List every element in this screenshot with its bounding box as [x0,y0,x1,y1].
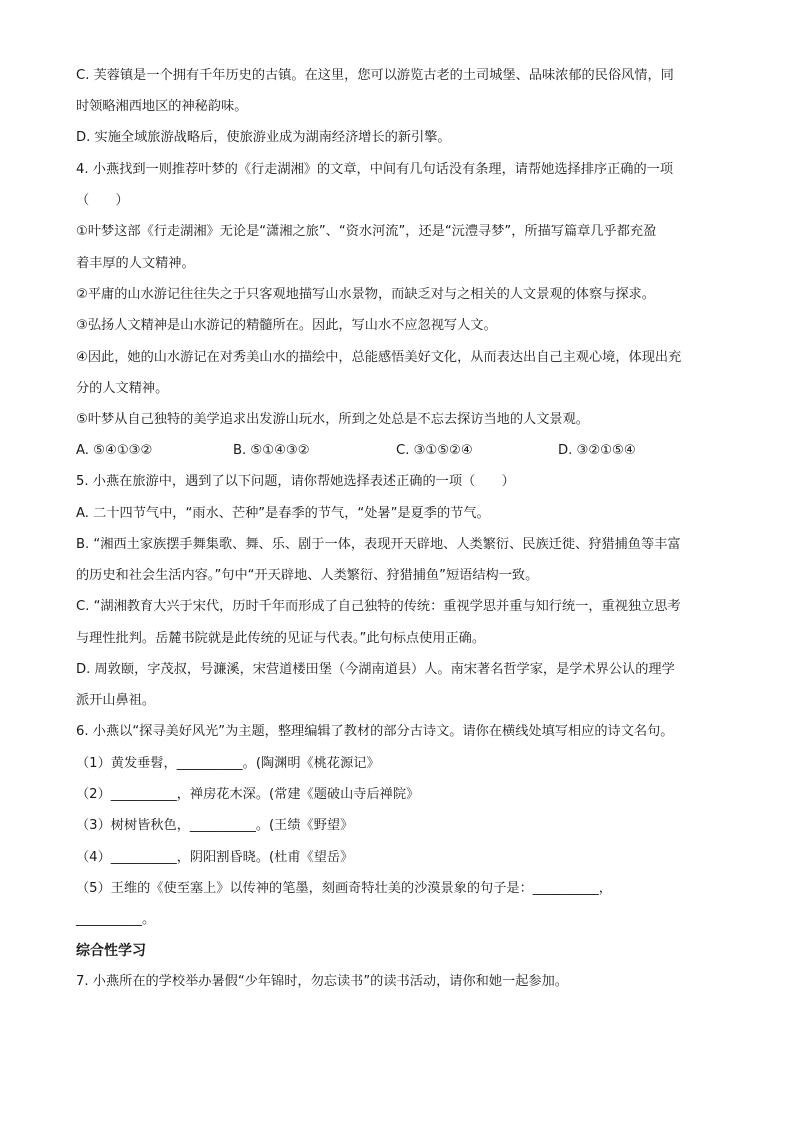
section-heading: 综合性学习 [76,943,146,959]
q5-stem: 5. 小燕在旅游中，遇到了以下问题，请你帮她选择表述正确的一项（ ） [76,474,515,489]
q4-sentence-2: ②平庸的山水游记往往失之于只客观地描写山水景物，而缺乏对与之相关的人文景观的体察与探求。 [76,287,655,302]
q5-option-c-line-2: 与理性批判。岳麓书院就是此传统的见证与代表。”此句标点使用正确。 [76,631,486,646]
q5-option-d-line-2: 派开山鼻祖。 [76,693,156,708]
q4-stem-line-2: （ ） [76,193,129,208]
q6-item-5-line-1: （5）王维的《使至塞上》以传神的笔墨，刻画奇特壮美的沙漠景象的句子是：__________， [76,881,612,896]
q6-item-5-line-2: __________。 [76,912,156,927]
q3-option-c-line-1: C. 芙蓉镇是一个拥有千年历史的古镇。在这里，您可以游览古老的土司城堡、品味浓郁的民俗风情，同 [76,68,674,83]
q3-option-d: D. 实施全域旅游战略后，使旅游业成为湖南经济增长的新引擎。 [76,130,451,145]
q3-option-c-line-2: 时领略湘西地区的神秘韵味。 [76,99,248,114]
q5-option-c-line-1: C. “湖湘教育大兴于宋代，历时千年而形成了自己独特的传统：重视学思并重与知行统一，重视独立思考 [76,599,681,614]
q4-sentence-1-line-1: ①叶梦这部《行走湖湘》无论是“潇湘之旅”、“资水河流”，还是“沅澧寻梦”，所描写篇章几乎都充盈 [76,224,657,239]
q6-item-3: （3）树树皆秋色，__________。(王绩《野望》 [76,818,354,833]
q7-stem: 7. 小燕所在的学校举办暑假“少年锦时，勿忘读书”的读书活动，请你和她一起参加。 [76,974,568,989]
q6-item-4: （4）__________，阴阳割昏晓。(杜甫《望岳》 [76,850,354,865]
q4-option-c: C. ③①⑤②④ [396,443,473,458]
q6-item-2: （2）__________，禅房花木深。(常建《题破山寺后禅院》 [76,787,420,802]
q4-option-a: A. ⑤④①③② [76,443,153,458]
q6-item-1: （1）黄发垂髫，__________。(陶渊明《桃花源记》 [76,756,380,771]
q5-option-b-line-2: 的历史和社会生活内容。”句中“开天辟地、人类繁衍、狩猎捕鱼”短语结构一致。 [76,568,539,583]
q4-sentence-5: ⑤叶梦从自己独特的美学追求出发游山玩水，所到之处总是不忘去探访当地的人文景观。 [76,412,589,427]
q4-sentence-4-line-1: ④因此，她的山水游记在对秀美山水的描绘中，总能感悟美好文化，从而表达出自己主观心境，体现出充 [76,350,682,365]
q5-option-d-line-1: D. 周敦颐，字茂叔，号濂溪，宋营道楼田堡（今湖南道县）人。南宋著名哲学家，是学术界公认的理学 [76,662,675,677]
q4-sentence-1-line-2: 着丰厚的人文精神。 [76,256,195,271]
q5-option-b-line-1: B. “湘西土家族摆手舞集歌、舞、乐、剧于一体，表现开天辟地、人类繁衍、民族迁徙、狩猎捕鱼等丰富 [76,537,681,552]
q5-option-a: A. 二十四节气中，“雨水、芒种”是春季的节气，“处暑”是夏季的节气。 [76,506,490,521]
q6-stem: 6. 小燕以“探寻美好风光”为主题，整理编辑了教材的部分古诗文。请你在横线处填写相应的诗文名句。 [76,724,674,739]
q4-sentence-4-line-2: 分的人文精神。 [76,381,169,396]
q4-option-b: B. ⑤①④③② [233,443,310,458]
q4-sentence-3: ③弘扬人文精神是山水游记的精髓所在。因此，写山水不应忽视写人文。 [76,318,497,333]
q4-option-d: D. ③②①⑤④ [558,443,636,458]
q4-options-row [76,442,726,460]
q4-stem-line-1: 4. 小燕找到一则推荐叶梦的《行走湖湘》的文章，中间有几句话没有条理，请帮她选择排序正确的一项 [76,162,674,177]
